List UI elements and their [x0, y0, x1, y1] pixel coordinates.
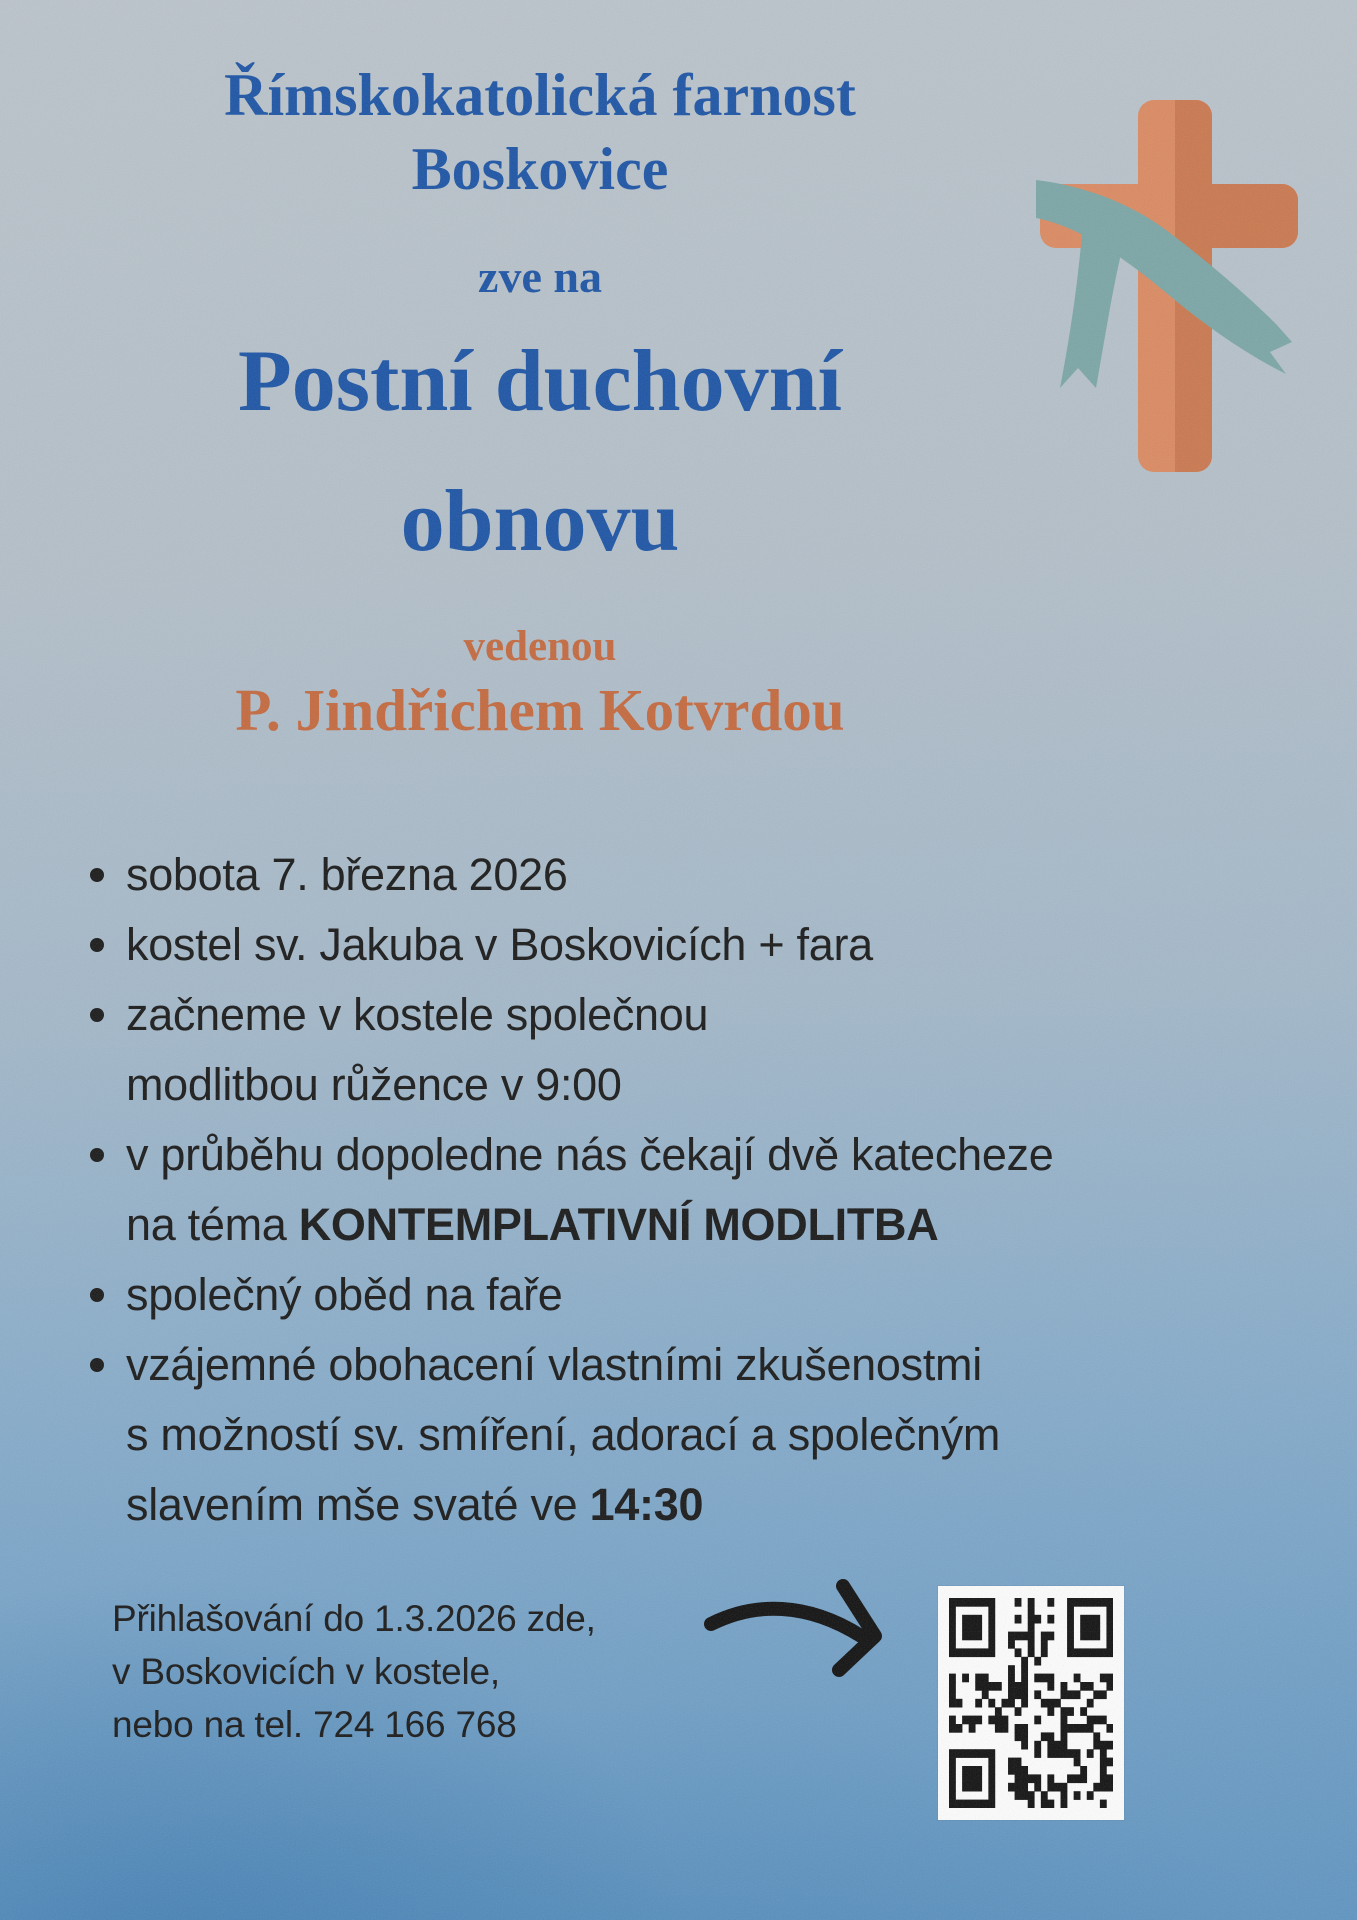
bullet-text: 14:30	[589, 1479, 704, 1530]
bullet-item-continuation	[86, 1190, 1166, 1260]
bullet-item	[86, 1260, 1166, 1330]
bullet-dot	[90, 1008, 104, 1022]
bullet-text: slavením mše svaté ve	[126, 1479, 590, 1530]
bullet-text: s možností sv. smíření, adorací a společným	[126, 1409, 1001, 1460]
bullet-text: modlitbou růžence v 9:00	[126, 1059, 622, 1110]
bullet-text: začneme v kostele společnou	[126, 989, 709, 1040]
signup-line2: v Boskovicích v kostele,	[112, 1651, 500, 1692]
bullet-item	[86, 1330, 1166, 1400]
parish-name-line2: Boskovice	[411, 136, 669, 202]
bullet-item-continuation	[86, 1470, 1166, 1540]
event-details-list	[86, 840, 1166, 1540]
arrow-icon	[703, 1576, 903, 1686]
bullet-text: KONTEMPLATIVNÍ MODLITBA	[298, 1199, 939, 1250]
parish-name-line1: Římskokatolická farnost	[224, 62, 856, 128]
bullet-item	[86, 910, 1166, 980]
bullet-item	[86, 840, 1166, 910]
signup-note	[112, 1592, 732, 1751]
event-title-line1: Postní duchovní	[238, 333, 842, 430]
bullet-text: v průběhu dopoledne nás čekají dvě katecheze	[126, 1129, 1054, 1180]
parish-name	[40, 58, 1040, 206]
bullet-dot	[90, 1358, 104, 1372]
qr-code	[938, 1586, 1124, 1820]
speaker-name: P. Jindřichem Kotvrdou	[235, 677, 845, 743]
event-title	[40, 312, 1040, 592]
bullet-text: kostel sv. Jakuba v Boskovicích + fara	[126, 919, 873, 970]
signup-line1: Přihlašování do 1.3.2026 zde,	[112, 1598, 596, 1639]
signup-line3: nebo na tel. 724 166 768	[112, 1704, 517, 1745]
event-title-line2: obnovu	[400, 473, 680, 570]
bullet-text: sobota 7. března 2026	[126, 849, 568, 900]
bullet-item	[86, 980, 1166, 1050]
bullet-item	[86, 1120, 1166, 1190]
bullet-dot	[90, 1148, 104, 1162]
bullet-item-continuation	[86, 1050, 1166, 1120]
bullet-dot	[90, 938, 104, 952]
bullet-text: společný oběd na faře	[126, 1269, 563, 1320]
invite-text: zve na	[478, 251, 602, 302]
bullet-dot	[90, 1288, 104, 1302]
subtitle-lead: vedenou	[463, 623, 617, 670]
bullet-dot	[90, 868, 104, 882]
bullet-text: na téma	[126, 1199, 299, 1250]
cross-with-ribbon-icon	[1036, 96, 1302, 474]
bullet-text: vzájemné obohacení vlastními zkušenostmi	[126, 1339, 982, 1390]
bullet-item-continuation	[86, 1400, 1166, 1470]
